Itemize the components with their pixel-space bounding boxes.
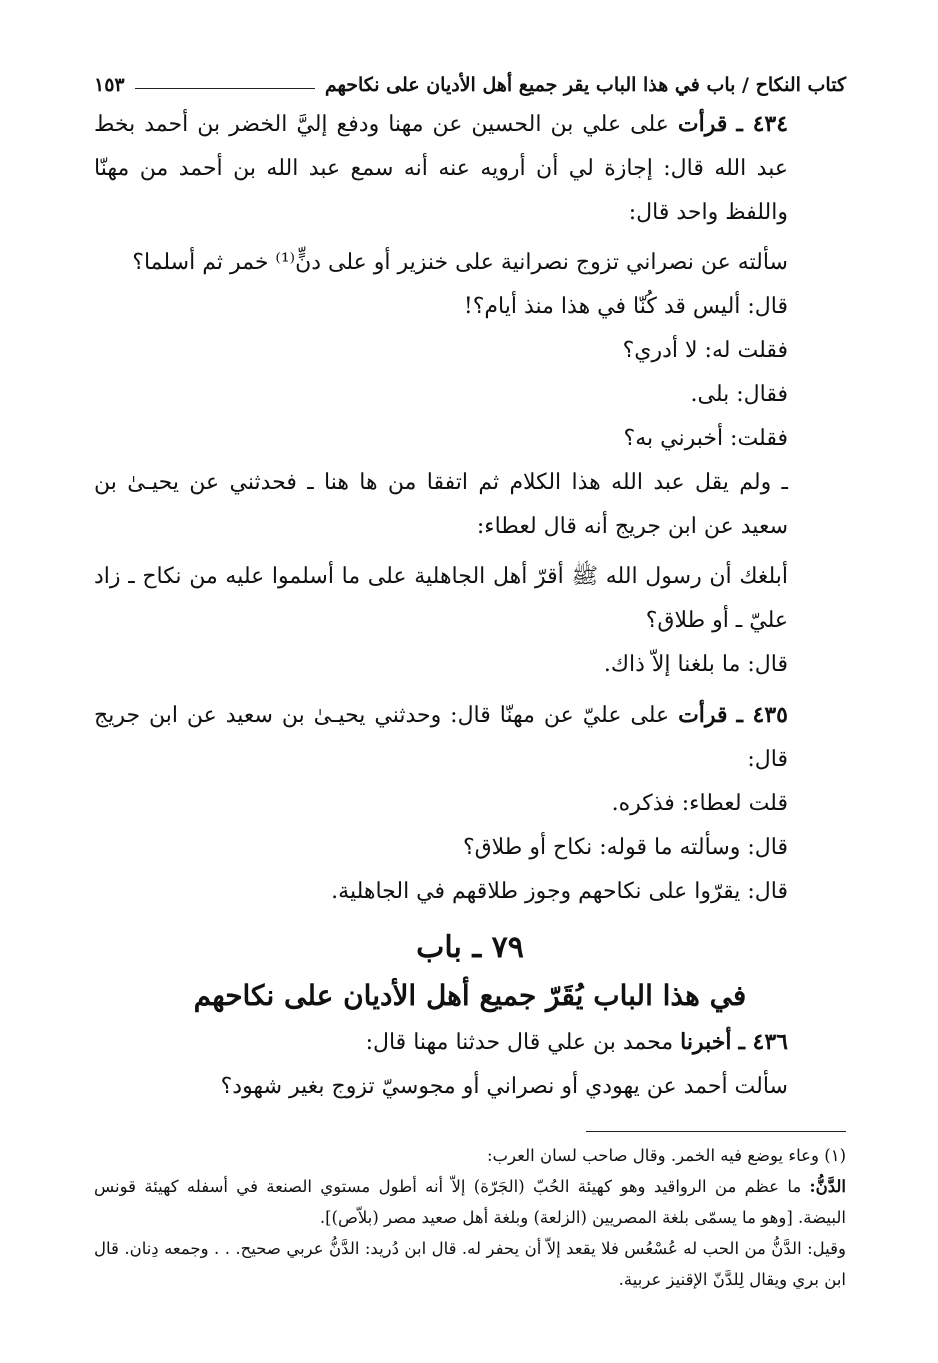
dialog-line: أبلغك أن رسول الله ﷺ أقرّ أهل الجاهلية على ما أسلموا عليه من نكاح ـ زاد عليّ ـ أو طلاق؟	[94, 564, 788, 633]
dialog-line: قال: يقرّوا على نكاحهم وجوز طلاقهم في الجاهلية.	[331, 879, 788, 904]
chapter-number: ٧٩ ـ باب	[416, 930, 524, 965]
hadith-text: على علي بن الحسين عن مهنا ودفع إليَّ الخضر بن أحمد بخط عبد الله قال: إجازة لي أن أرويه عنه أنه سمع عبد الله بن أحمد من مهنّا واللفظ واحد قال:	[94, 112, 788, 225]
hadith-number: ٤٣٥ ـ	[736, 702, 788, 728]
hadith-number: ٤٣٦ ـ	[738, 1029, 788, 1055]
footnote-continuation: وقيل: الدَّنُّ من الحب له عُسْعُس فلا يقعد إلاّ أن يحفر له. قال ابن دُريد: الدَّنُّ عربي صحيح. . . وجمعه دِنان. قال ابن بري ويقال لِلدَّنّ الإقنيز عربية.	[94, 1239, 846, 1289]
running-header	[94, 52, 846, 96]
hadith-keyword: قرأت	[677, 111, 728, 137]
hadith-keyword: أخبرنا	[680, 1029, 732, 1055]
dialog-line: قال: وسألته ما قوله: نكاح أو طلاق؟	[462, 835, 788, 860]
dialog-line: قال: أليس قد كُنّا في هذا منذ أيام؟!	[463, 294, 788, 319]
footnote-divider	[586, 1131, 846, 1132]
chapter-title: في هذا الباب يُقَرّ جميع أهل الأديان على نكاحهم	[193, 979, 747, 1012]
footnote-term: الدَّنُّ:	[809, 1177, 846, 1196]
hadith-text: على عليّ عن مهنّا قال: وحدثني يحيـىٰ بن سعيد عن ابن جريج قال:	[94, 703, 788, 772]
page-number: ١٥٣	[94, 74, 125, 96]
hadith-keyword: قرأت	[678, 702, 728, 728]
dialog-line: ـ ولم يقل عبد الله هذا الكلام ثم اتفقا من ها هنا ـ فحدثني عن يحيـىٰ بن سعيد عن ابن جريج أنه قال لعطاء:	[94, 470, 788, 539]
dialog-line: فقلت له: لا أدري؟	[622, 338, 788, 363]
header-title: كتاب النكاح / باب في هذا الباب يقر جميع أهل الأديان على نكاحهم	[324, 74, 846, 96]
dialog-line: قلت لعطاء: فذكره.	[611, 791, 788, 816]
hadith-number: ٤٣٤ ـ	[736, 111, 789, 137]
footnote-1: (١) وعاء يوضع فيه الخمر. وقال صاحب لسان العرب:	[486, 1146, 846, 1165]
hadith-434	[94, 102, 846, 235]
dialog-line: فقلت: أخبرني به؟	[623, 426, 788, 451]
dialog-line: فقال: بلى.	[690, 382, 788, 407]
hadith-text: محمد بن علي قال حدثنا مهنا قال:	[365, 1030, 674, 1055]
footnote-definition	[94, 1171, 846, 1233]
dialog-line: سألته عن نصراني تزوج نصرانية على خنزير أو على دنٍّ⁽¹⁾ خمر ثم أسلما؟	[132, 250, 788, 275]
dialog-line: سألت أحمد عن يهودي أو نصراني أو مجوسيّ تزوج بغير شهود؟	[220, 1074, 788, 1099]
dialog-line: قال: ما بلغنا إلاّ ذاك.	[603, 652, 788, 677]
header-rule	[135, 88, 315, 89]
footnote-text: ما عظم من الرواقيد وهو كهيئة الحُبّ (الجَرّة) إلاّ أنه أطول مستوي الصنعة في أسفله كهيئة قونس البيضة. [وهو ما يسمّى بلغة المصريين (الزلعة) وبلغة أهل صعيد مصر (بلاّص)].	[94, 1177, 846, 1227]
book-page	[94, 52, 846, 1342]
hadith-435	[94, 693, 846, 782]
hadith-436	[94, 1020, 846, 1065]
